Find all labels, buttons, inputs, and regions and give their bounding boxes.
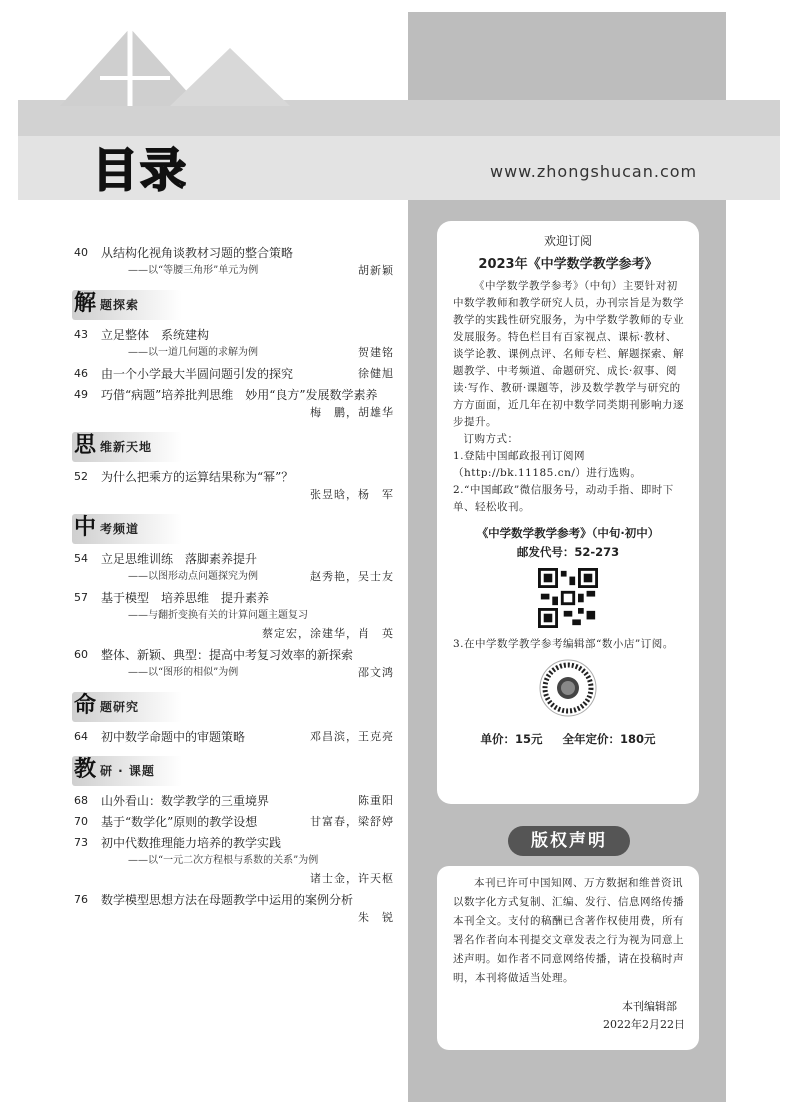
article-author: 邓昌滨，王克亮 bbox=[310, 730, 394, 743]
toc-item[interactable] bbox=[74, 813, 404, 831]
article-subtitle: ——与翻折变换有关的计算问题主题复习 bbox=[128, 610, 308, 621]
article-author: 甘富春，梁舒婷 bbox=[310, 815, 394, 828]
toc-item[interactable] bbox=[74, 550, 404, 586]
article-author: 徐健旭 bbox=[358, 367, 394, 380]
article-author: 陈重阳 bbox=[358, 794, 394, 807]
article-title: 基于模型 培养思维 提升素养 bbox=[101, 591, 270, 605]
article-author: 梅 鹏，胡雄华 bbox=[310, 406, 394, 419]
page-number: 40 bbox=[74, 246, 88, 259]
article-subtitle: ——以一道几何题的求解为例 bbox=[128, 347, 258, 358]
section-initial: 教 bbox=[74, 757, 97, 782]
article-title: 初中代数推理能力培养的教学实践 bbox=[101, 836, 282, 850]
section-label: 题研究 bbox=[100, 700, 140, 714]
roof-decoration-icon bbox=[60, 18, 320, 108]
page-number: 43 bbox=[74, 328, 88, 341]
article-author: 赵秀艳，吴士友 bbox=[310, 570, 394, 583]
editorial-office: 本刊编辑部 bbox=[622, 1000, 677, 1013]
page-number: 46 bbox=[74, 367, 88, 380]
article-title: 初中数学命题中的审题策略 bbox=[101, 730, 246, 744]
postal-code: 邮发代号：52-273 bbox=[516, 545, 620, 559]
article-subtitle: ——以图形动点问题探究为例 bbox=[128, 571, 258, 582]
page-number: 60 bbox=[74, 648, 88, 661]
article-title: 由一个小学最大半圆问题引发的探究 bbox=[101, 367, 294, 381]
toc-item[interactable] bbox=[74, 728, 404, 746]
section-label: 维新天地 bbox=[100, 440, 153, 454]
toc-item[interactable] bbox=[74, 646, 404, 682]
article-author: 诸士金，许天枢 bbox=[310, 872, 394, 885]
article-author: 胡新颖 bbox=[358, 264, 394, 277]
price-row bbox=[437, 731, 699, 747]
website-url[interactable]: www.zhongshucan.com bbox=[490, 162, 698, 181]
order-methods bbox=[437, 431, 699, 516]
table-of-contents bbox=[74, 244, 404, 930]
page-title: 目录 bbox=[92, 143, 188, 197]
copyright-title: 版权声明 bbox=[508, 826, 630, 856]
order-methods-label: 订购方式： bbox=[463, 433, 519, 445]
article-subtitle: ——以“一元二次方程根与系数的关系”为例 bbox=[128, 855, 319, 866]
magazine-name: 《中学数学教学参考》（中旬·初中） bbox=[476, 526, 660, 540]
section-heading bbox=[72, 692, 182, 722]
article-author: 张昱晗，杨 军 bbox=[310, 488, 394, 501]
article-subtitle: ——以“图形的相似”为例 bbox=[128, 667, 239, 678]
toc-item[interactable] bbox=[74, 834, 404, 888]
unit-price: 单价：15元 bbox=[480, 732, 543, 746]
section-initial: 中 bbox=[74, 515, 97, 540]
toc-item[interactable] bbox=[74, 468, 404, 504]
article-author: 蔡定宏，涂建华，肖 英 bbox=[262, 627, 394, 640]
toc-item[interactable] bbox=[74, 386, 404, 422]
page-number: 76 bbox=[74, 893, 88, 906]
section-heading bbox=[72, 290, 182, 320]
toc-item[interactable] bbox=[74, 891, 404, 927]
article-title: 基于“数学化”原则的教学设想 bbox=[101, 815, 258, 829]
article-title: 整体、新颖、典型：提高中考复习效率的新探索 bbox=[101, 648, 354, 662]
section-label: 研 · 课题 bbox=[100, 764, 155, 778]
article-title: 从结构化视角谈教材习题的整合策略 bbox=[101, 246, 294, 260]
copyright-date: 2022年2月22日 bbox=[603, 1018, 685, 1031]
article-title: 数学模型思想方法在母题教学中运用的案例分析 bbox=[101, 893, 354, 907]
journal-intro: 《中学数学教学参考》（中旬）主要针对初中数学教师和教学研究人员，办刊宗旨是为数学教学的实践性研究服务，为中学数学教师的专业发展服务。特色栏目有百家视点、课标·教材、谈学论教、课例点评、名师专栏、解题探索、解题教学、中考频道、命题研究、成长·叙事、阅读·写作、教研·课题等，涉及数学教学与研究的方方面面，近几年在初中数学同类期刊影响力逐步提升。 bbox=[453, 280, 684, 428]
annual-price: 全年定价：180元 bbox=[562, 732, 656, 746]
page-number: 54 bbox=[74, 552, 88, 565]
page-number: 57 bbox=[74, 591, 88, 604]
section-heading bbox=[72, 514, 182, 544]
toc-item[interactable] bbox=[74, 365, 404, 383]
page-number: 73 bbox=[74, 836, 88, 849]
article-author: 贺建铭 bbox=[358, 346, 394, 359]
order-method-2: 2.“中国邮政”微信服务号，动动手指、即时下单、轻松收刊。 bbox=[453, 484, 674, 513]
qr-code-icon[interactable] bbox=[538, 568, 598, 628]
section-initial: 思 bbox=[74, 433, 97, 458]
page-number: 68 bbox=[74, 794, 88, 807]
section-initial: 命 bbox=[74, 693, 97, 718]
subscription-panel bbox=[437, 221, 699, 804]
toc-item[interactable] bbox=[74, 792, 404, 810]
toc-item[interactable] bbox=[74, 244, 404, 280]
article-author: 朱 锐 bbox=[358, 911, 394, 924]
shop-order: 3.在中学数学教学参考编辑部“数小店”订阅。 bbox=[453, 638, 674, 650]
article-author: 邵文鸿 bbox=[358, 666, 394, 679]
toc-item[interactable] bbox=[74, 326, 404, 362]
page-number: 52 bbox=[74, 470, 88, 483]
subscribe-heading: 欢迎订阅 bbox=[543, 234, 592, 248]
article-title: 巧借“病题”培养批判思维 妙用“良方”发展数学素养 bbox=[101, 388, 378, 402]
article-title: 立足思维训练 落脚素养提升 bbox=[101, 552, 258, 566]
page-number: 64 bbox=[74, 730, 88, 743]
article-subtitle: ——以“等腰三角形”单元为例 bbox=[128, 265, 259, 276]
article-title: 山外看山：数学教学的三重境界 bbox=[101, 794, 270, 808]
copyright-text: 本刊已许可中国知网、万方数据和维普资讯以数字化方式复制、汇编、发行、信息网络传播本刊全文。支付的稿酬已含著作权使用费，所有署名作者向本刊提交文章发表之行为视为同意上述声明。如作者不同意网络传播，请在投稿时声明，本刊将做适当处理。 bbox=[453, 877, 684, 984]
subscribe-title: 2023年《中学数学教学参考》 bbox=[478, 257, 658, 272]
section-heading bbox=[72, 432, 182, 462]
copyright-panel bbox=[437, 866, 699, 1050]
article-title: 立足整体 系统建构 bbox=[101, 328, 210, 342]
page-number: 49 bbox=[74, 388, 88, 401]
toc-item[interactable] bbox=[74, 589, 404, 643]
section-initial: 解 bbox=[74, 291, 97, 316]
section-label: 考频道 bbox=[100, 522, 140, 536]
order-method-1[interactable]: 1.登陆中国邮政报刊订阅网（http://bk.11185.cn/）进行选购。 bbox=[453, 450, 642, 479]
article-title: 为什么把乘方的运算结果称为“幂”？ bbox=[101, 470, 294, 484]
page-number: 70 bbox=[74, 815, 88, 828]
mini-program-code-icon[interactable] bbox=[539, 659, 597, 717]
section-label: 题探索 bbox=[100, 298, 140, 312]
section-heading bbox=[72, 756, 182, 786]
